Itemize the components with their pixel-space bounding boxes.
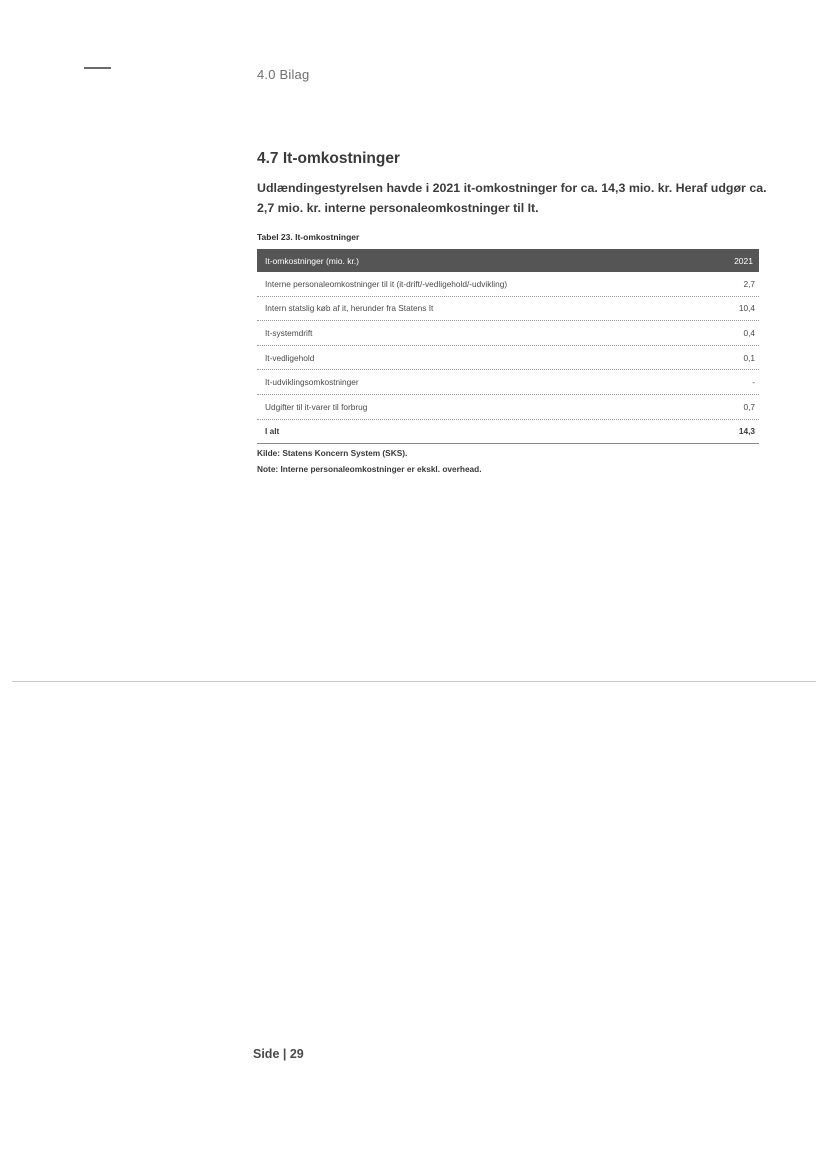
row-value: 0,4 xyxy=(743,327,755,338)
chapter-heading: 4.0 Bilag xyxy=(257,67,310,82)
table-row xyxy=(257,395,759,420)
row-value: 0,7 xyxy=(743,401,755,412)
row-value: 0,1 xyxy=(743,352,755,363)
table-caption: Tabel 23. It-omkostninger xyxy=(257,232,360,242)
page-divider xyxy=(12,681,816,682)
table-source: Kilde: Statens Koncern System (SKS). xyxy=(257,448,408,458)
total-label: I alt xyxy=(265,426,280,437)
table-row xyxy=(257,346,759,371)
table-row xyxy=(257,272,759,297)
table-row xyxy=(257,370,759,395)
row-label: It-systemdrift xyxy=(265,327,313,338)
table-header-label: It-omkostninger (mio. kr.) xyxy=(265,255,359,266)
row-value: - xyxy=(752,377,755,388)
row-label: It-udviklingsomkostninger xyxy=(265,377,359,388)
table-total-row xyxy=(257,420,759,445)
section-title: 4.7 It-omkostninger xyxy=(257,150,400,167)
row-label: It-vedligehold xyxy=(265,352,315,363)
table-header xyxy=(257,249,759,272)
table-header-year: 2021 xyxy=(734,255,753,266)
cost-table xyxy=(257,249,759,444)
row-label: Udgifter til it-varer til forbrug xyxy=(265,401,368,412)
total-value: 14,3 xyxy=(738,426,755,437)
header-rule xyxy=(84,67,111,69)
table-row xyxy=(257,297,759,322)
table-row xyxy=(257,321,759,346)
page-number: Side | 29 xyxy=(253,1047,304,1061)
row-label: Interne personaleomkostninger til it (it-drift/-vedligehold/-udvikling) xyxy=(265,278,508,289)
row-label: Intern statslig køb af it, herunder fra Statens It xyxy=(265,303,434,314)
section-body: Udlændingestyrelsen havde i 2021 it-omkostninger for ca. 14,3 mio. kr. Heraf udgør ca. 2,7 mio. kr. interne personaleomkostninger til It. xyxy=(257,181,767,215)
row-value: 2,7 xyxy=(743,278,755,289)
row-value: 10,4 xyxy=(738,303,755,314)
table-note: Note: Interne personaleomkostninger er ekskl. overhead. xyxy=(257,464,482,474)
